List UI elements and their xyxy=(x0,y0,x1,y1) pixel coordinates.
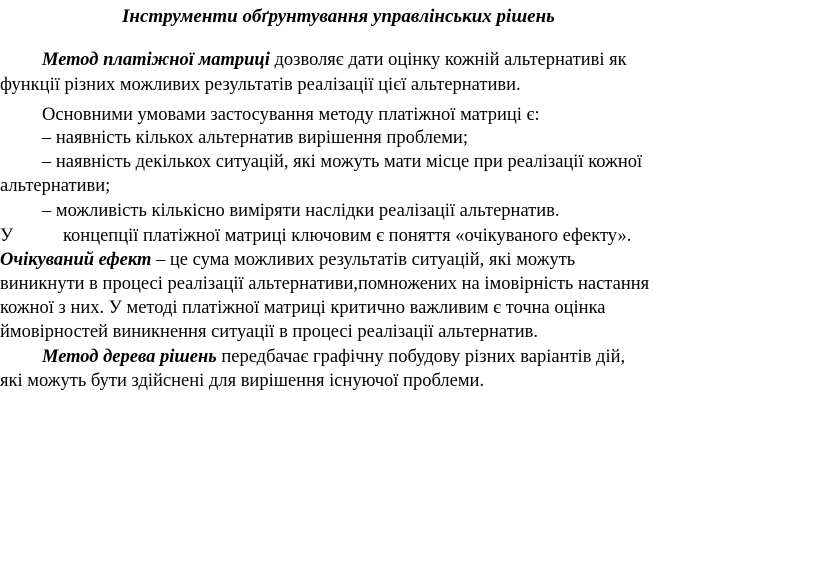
expected-effect-definition-line-2: виникнути в процесі реалізації альтернативи,помножених на імовірність настання xyxy=(0,274,650,294)
paragraph-payment-matrix-line-2: функції різних можливих результатів реалізації цієї альтернативи. xyxy=(0,75,521,95)
paragraph-decision-tree-line-2: які можуть бути здійснені для вирішення існуючої проблеми. xyxy=(0,371,485,391)
term-payment-matrix-method: Метод платіжної матриці xyxy=(42,50,270,70)
document-title: Інструменти обґрунтування управлінських рішень xyxy=(122,6,555,27)
conditions-intro: Основними умовами застосування методу платіжної матриці є: xyxy=(42,105,540,125)
condition-item-3: – можливість кількісно виміряти наслідки реалізації альтернатив. xyxy=(42,201,560,221)
condition-item-2-line-1: – наявність декількох ситуацій, які можуть мати місце при реалізації кожної xyxy=(42,152,643,172)
expected-effect-lead: У xyxy=(0,226,14,246)
text-segment: дозволяє дати оцінку кожній альтернативі як xyxy=(269,50,627,70)
expected-effect-intro: концепції платіжної матриці ключовим є поняття «очікуваного ефекту». xyxy=(63,226,632,246)
term-decision-tree-method: Метод дерева рішень xyxy=(42,347,217,367)
expected-effect-definition-line-1 xyxy=(0,248,575,272)
condition-item-1: – наявність кількох альтернатив вирішення проблеми; xyxy=(42,128,468,148)
condition-item-2-line-2: альтернативи; xyxy=(0,176,111,196)
expected-effect-definition-line-3: кожної з них. У методі платіжної матриці критично важливим є точна оцінка xyxy=(0,298,606,318)
text-segment: передбачає графічну побудову різних варіантів дій, xyxy=(216,347,626,367)
paragraph-decision-tree-line-1 xyxy=(42,345,625,369)
expected-effect-definition-line-4: ймовірностей виникнення ситуації в процесі реалізації альтернатив. xyxy=(0,322,538,342)
text-segment: – це сума можливих результатів ситуацій, які можуть xyxy=(151,250,576,270)
term-expected-effect: Очікуваний ефект xyxy=(0,250,152,270)
paragraph-payment-matrix-line-1 xyxy=(42,48,627,72)
